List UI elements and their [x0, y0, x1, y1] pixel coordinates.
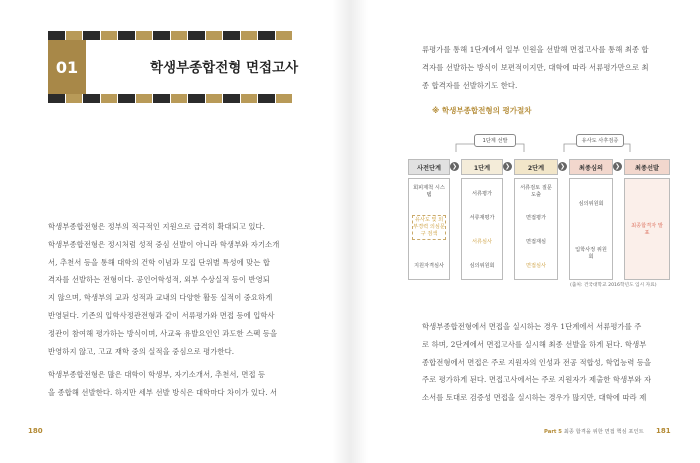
header-stage-2: 2단계 — [514, 159, 558, 175]
text-line: 소서를 토대로 검증성 면접을 실시하는 경우가 많지만, 대학에 따라 제 — [422, 393, 647, 403]
column-stage-2 — [514, 178, 558, 280]
chapter-stripe-top — [48, 31, 293, 40]
column-pre-stage — [408, 178, 450, 280]
gutter-shadow — [332, 0, 350, 463]
stage1-tag: 1단계 선발 — [474, 134, 516, 147]
next-arrow-icon: ❯ — [614, 163, 621, 170]
text-line: 을 종합해 선발한다. 하지만 세부 선발 방식은 대학마다 차이가 있다. 서 — [48, 387, 278, 397]
chapter-stripe-bottom — [48, 94, 293, 103]
text-line: 지 않으며, 학생부의 교과 성적과 교내의 다양한 활동 실적이 중요하게 — [48, 293, 273, 303]
text-line: 반영하지 않고, 고교 재학 중의 실적을 중심으로 평가한다. — [48, 346, 235, 356]
running-head — [544, 427, 644, 435]
right-page — [350, 0, 700, 463]
page-number: 181 — [656, 427, 671, 435]
text-line: 격자를 선발하는 전형이다. 공인어학성적, 외부 수상실적 등이 반영되 — [48, 275, 270, 285]
text-line: 로 하며, 2단계에서 면접고사를 실시해 최종 선발을 하게 된다. 학생부 — [422, 339, 647, 349]
next-arrow-icon: ❯ — [504, 163, 511, 170]
text-line: 격자를 선발하는 방식이 보편적이지만, 대학에 따라 서류평가만으로 최 — [422, 62, 649, 72]
text-line: 주로 평가하게 된다. 면접고사에서는 주로 지원자가 제출한 학생부와 자 — [422, 375, 652, 385]
chapter-title: 학생부종합전형 면접고사 — [150, 60, 299, 76]
table-cell: 심의위원회 — [469, 263, 495, 269]
text-line: 학생부종합전형은 정시처럼 성적 중심 선발이 아니라 학생부와 자기소개 — [48, 239, 280, 249]
body-paragraph-bottom — [422, 318, 667, 407]
table-cell: 심의위원회 — [578, 201, 604, 207]
text-line: 류평가를 통해 1단계에서 일부 인원을 선발해 면접고사를 통해 최종 합 — [422, 45, 649, 54]
chapter-number: 01 — [48, 40, 86, 94]
text-line: 종 합격자를 선발하기도 한다. — [422, 80, 518, 90]
table-cell: 면접평가 — [525, 215, 547, 221]
next-arrow-icon: ❯ — [451, 163, 458, 170]
header-pre-stage: 사전단계 — [408, 159, 450, 175]
running-head-part: Part 5 — [544, 429, 562, 435]
header-final-review: 최종심의 — [569, 159, 613, 175]
table-cell: 면접심사 — [525, 263, 547, 269]
table-cell: 서류검토 질문도출 — [520, 185, 552, 198]
table-cell: 회피제척 시스템 — [413, 185, 445, 198]
table-cell: 최종합격자 발표 — [631, 223, 663, 236]
body-paragraph-2 — [48, 366, 293, 402]
table-cell: 유사도 및 외부경력 의심문구 검색 — [412, 215, 446, 240]
running-head-text: 최종 합격을 위한 면접 핵심 포인트 — [563, 429, 644, 435]
text-line: 학생부종합전형은 정부의 적극적인 지원으로 급격히 확대되고 있다. — [48, 222, 266, 231]
column-final-review — [569, 178, 613, 280]
text-line: 종합전형에서 면접은 주로 지원자의 인성과 전공 적합성, 학업능력 등을 — [422, 357, 652, 367]
text-line: 서, 추천서 등을 통해 대학의 건학 이념과 모집 단위별 특성에 맞는 합 — [48, 257, 271, 267]
table-cell: 면접재심 — [525, 239, 547, 245]
header-final-selection: 최종선발 — [624, 159, 670, 175]
table-cell: 입학사정 위원회 — [575, 247, 607, 260]
similarity-check-tag: 유사도 사후검증 — [576, 134, 624, 147]
table-cell: 지원자격심사 — [413, 263, 445, 269]
next-arrow-icon: ❯ — [559, 163, 566, 170]
chart-source: (출처: 건국대학교 2016학년도 입시 자료) — [570, 283, 657, 288]
text-line: 학생부종합전형에서 면접을 실시하는 경우 1단계에서 서류평가를 주 — [422, 322, 642, 331]
header-stage-1: 1단계 — [461, 159, 503, 175]
section-title: ※ 학생부종합전형의 평가절차 — [432, 106, 532, 115]
column-final-selection — [624, 178, 670, 280]
body-paragraph-1 — [48, 218, 293, 360]
table-cell: 서류재평가 — [469, 215, 495, 221]
text-line: 정관이 참여해 평가하는 방식이며, 사교육 유발요인인 과도한 스펙 등을 — [48, 328, 278, 338]
table-cell: 서류심사 — [471, 239, 493, 245]
table-cell: 서류평가 — [471, 191, 493, 197]
column-stage-1 — [461, 178, 503, 280]
text-line: 반영된다. 기존의 입학사정관전형과 같이 서류평가와 면접 등에 입학사 — [48, 310, 275, 320]
text-line: 학생부종합전형은 많은 대학이 학생부, 자기소개서, 추천서, 면접 등 — [48, 370, 266, 379]
page-number: 180 — [28, 427, 43, 435]
